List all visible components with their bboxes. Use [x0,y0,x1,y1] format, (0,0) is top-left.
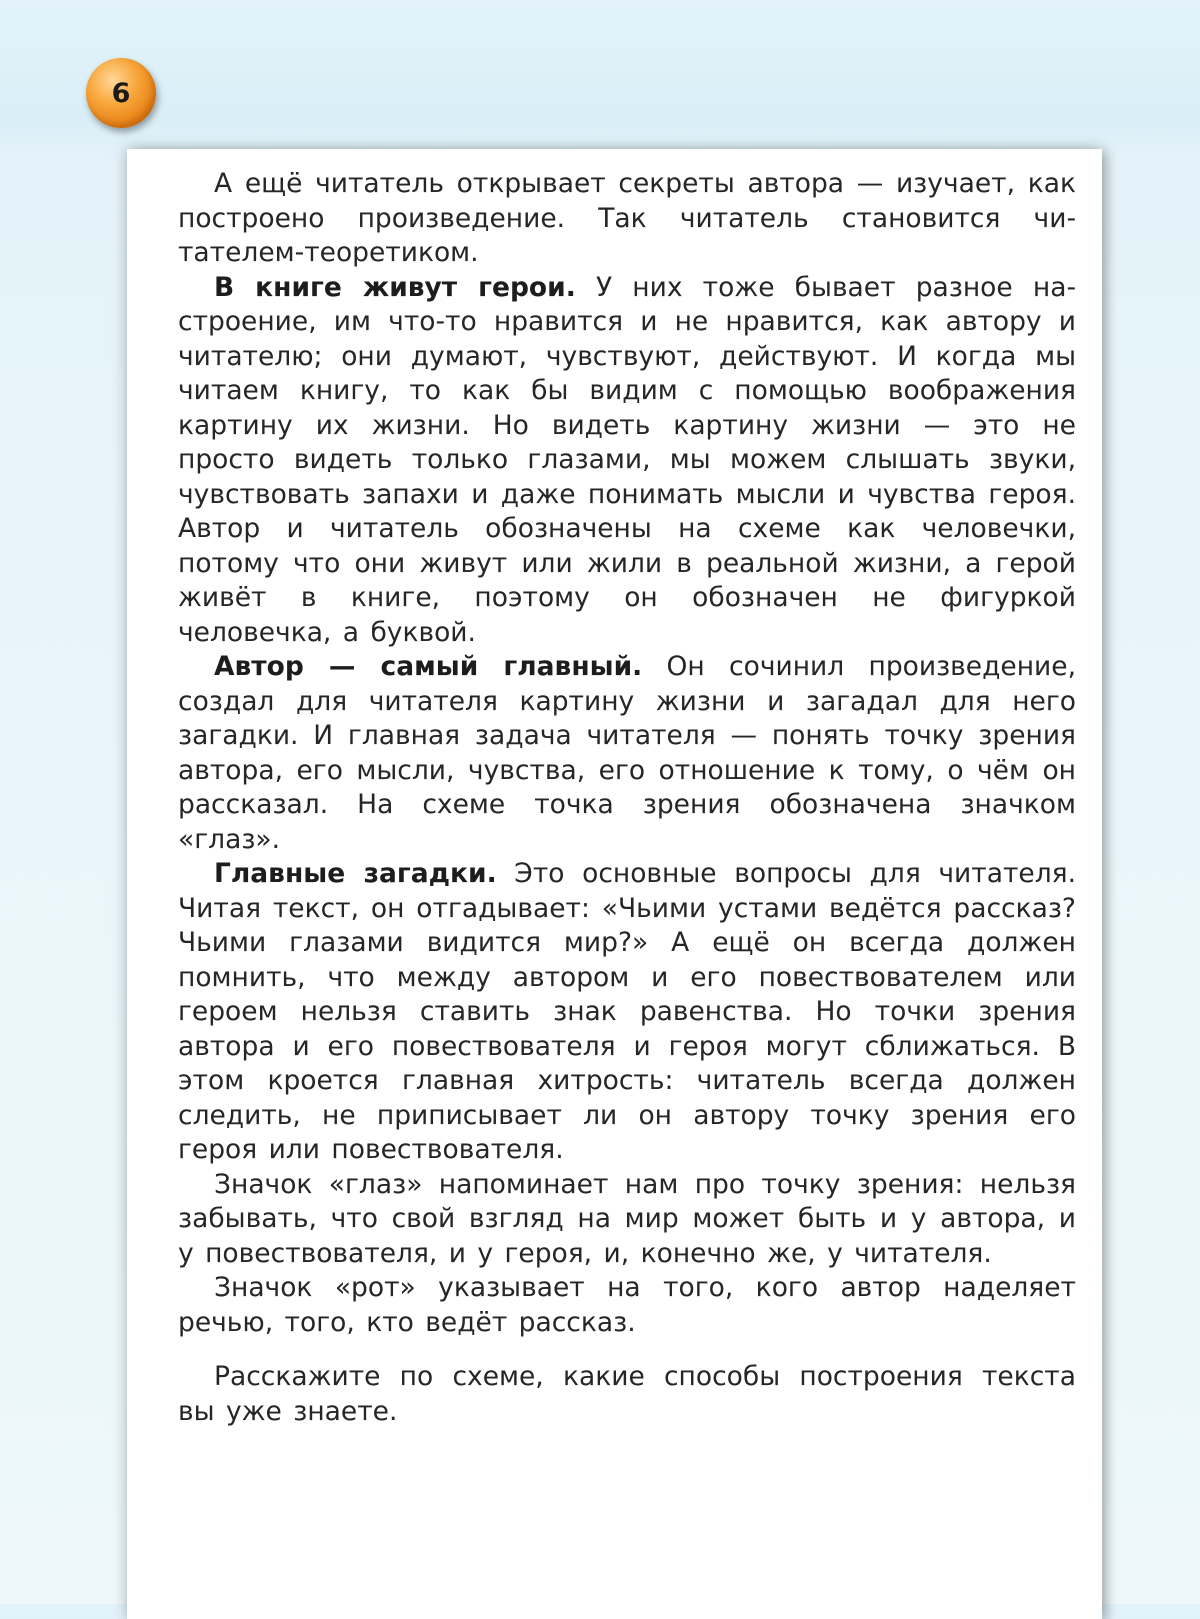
paragraph-text: У них тоже бывает разное настроение, им что-то нравится и не нравится, как автору и читателю; они думают, чувствуют, действуют. И когда мы читаем книгу, то как бы видим с помощью воображения картину их жизни. Но видеть картину жизни — это не просто видеть только глазами, мы можем слышать звуки, чувствовать запахи и даже понимать мысли и чувства героя. Автор и читатель обозначены на схеме как человечки, потому что они живут или жили в реальной жизни, а герой живёт в книге, поэтому он обозначен не фигуркой человечка, а буквой. [178,271,1077,648]
paragraph-heroes [178,271,1076,651]
paragraph-lead: Автор — самый главный. [214,651,643,682]
paragraph-text: А ещё читатель открывает секреты автора — изучает, как построено произведение. Так читатель становится читателем-теоретиком. [178,168,1076,268]
task-text: Расскажите по схеме, какие способы построения текста вы уже знаете. [178,1361,1076,1427]
text-block [178,167,1076,1429]
paragraph-author [178,650,1076,857]
paragraph-lead: В книге живут герои. [214,271,576,303]
paragraph-eye-icon [178,1168,1076,1272]
paragraph-text: Значок «глаз» напоминает нам про точку зрения: нельзя забывать, что свой взгляд на мир может быть и у автора, и у повествователя, и у героя, и, конечно же, у читателя. [178,1168,1076,1269]
paragraph-lead: Главные загадки. [214,858,497,889]
paragraph-text: Он сочинил произведение, создал для читателя картину жизни и загадал для него загадки. И главная задача читателя — понять точку зрения автора, его мысли, чувства, его отношение к тому, о чём он рассказал. На схеме точка зрения обозначена значком «глаз». [178,651,1076,855]
paragraph-text: Это основные вопросы для читателя. Читая текст, он отгадывает: «Чьими устами ведётся рассказ? Чьими глазами видится мир?» А ещё он всегда должен помнить, что между автором и его повествователем или героем нельзя ставить знак равенства. Но точки зрения автора и его повествователя и героя могут сближаться. В этом кроется главная хитрость: читатель всегда должен следить, не приписывает ли он автору точку зрения его героя или повествователя. [178,858,1077,1165]
page-number: 6 [111,77,131,109]
text-sheet [127,149,1102,1619]
paragraph-mouth-icon [178,1271,1076,1340]
paragraph-riddles [178,857,1076,1168]
paragraph-intro [178,167,1076,271]
task-question [178,1360,1076,1429]
paragraph-text: Значок «рот» указывает на того, кого автор наделяет речью, того, кто ведёт рассказ. [178,1272,1076,1338]
page-number-badge [86,58,156,128]
